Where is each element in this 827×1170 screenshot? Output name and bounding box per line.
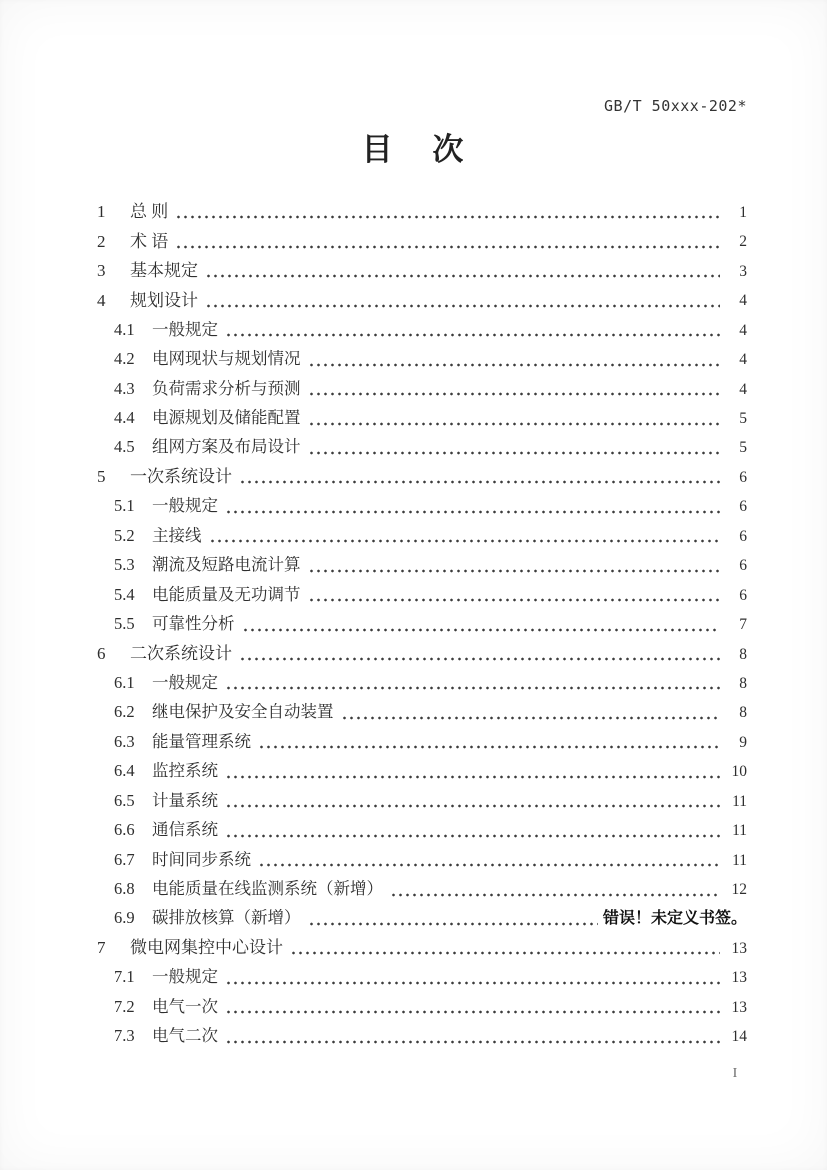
toc-leader-dots [205,267,720,279]
toc-entry-number: 7.3 [114,1026,135,1046]
toc-entry[interactable] [97,991,747,1020]
toc-entry[interactable] [97,520,747,549]
toc-leader-dots [175,208,720,220]
toc-leader-dots [175,238,720,250]
toc-entry[interactable] [97,696,747,725]
toc-entry-number: 5.5 [114,614,135,634]
toc-entry-number: 4.4 [114,408,135,427]
toc-entry[interactable] [97,490,747,519]
toc-entry[interactable] [97,844,747,873]
toc-entry[interactable] [97,814,747,843]
toc-leader-dots [308,915,598,927]
toc-entry-page: 14 [731,1028,747,1046]
toc-entry-title: 基本规定 [130,261,198,281]
toc-entry-title: 电能质量及无功调节 [152,584,301,604]
toc-leader-dots [242,621,721,633]
toc-entry-number: 7.1 [114,967,135,987]
toc-leader-dots [239,473,720,485]
toc-entry-title: 术 语 [130,231,169,251]
toc-entry-page: 6 [739,557,747,575]
toc-entry-number: 6.6 [114,820,135,840]
toc-entry-number: 2 [97,231,106,251]
toc-entry-page: 11 [732,851,747,869]
toc-leader-dots [209,532,721,544]
toc-entry-page: 2 [739,233,747,251]
toc-entry-title: 一般规定 [152,672,218,692]
toc-entry-number: 7 [97,938,106,958]
toc-entry-page: 5 [739,410,747,427]
toc-entry-page: 12 [731,881,747,898]
toc-entry[interactable] [97,1020,747,1049]
toc-entry[interactable] [97,343,747,372]
toc-entry-page: 6 [739,586,747,604]
toc-entry[interactable] [97,873,747,902]
toc-leader-dots [225,1003,720,1015]
toc-entry-title: 一次系统设计 [130,467,232,487]
toc-entry[interactable] [97,961,747,990]
toc-entry[interactable] [97,785,747,814]
toc-entry[interactable] [97,667,747,696]
toc-entry[interactable] [97,461,747,490]
toc-entry-page: 11 [732,822,747,840]
toc-entry-number: 4.3 [114,378,135,398]
toc-entry-number: 5.4 [114,584,135,604]
toc-entry-title: 规划设计 [130,290,198,310]
toc-leader-dots [308,591,721,603]
toc-entry-title: 潮流及短路电流计算 [152,555,301,575]
toc-entry-title: 微电网集控中心设计 [130,938,283,958]
toc-entry-page: 13 [731,939,747,957]
toc-entry[interactable] [97,579,747,608]
toc-leader-dots [225,679,720,691]
toc-entry-page: 6 [739,498,747,516]
toc-leader-dots [225,827,720,839]
toc-entry-number: 6.2 [114,702,135,722]
footer-page-number: I [732,1066,738,1081]
toc-entry-title: 电气一次 [152,996,218,1016]
toc-leader-dots [225,768,720,780]
toc-entry[interactable] [97,638,747,667]
toc-entry-page: 4 [739,321,747,339]
toc-leader-dots [341,709,721,721]
toc-entry[interactable] [97,726,747,755]
toc-entry-title: 电能质量在线监测系统（新增） [152,879,383,898]
toc-entry-page: 3 [739,262,747,280]
toc-entry-number: 5.1 [114,496,135,516]
toc-entry-title: 一般规定 [152,496,218,516]
toc-entry-number: 6.8 [114,879,135,898]
page-title: 目 次 [361,132,466,167]
toc-entry[interactable] [97,608,747,637]
toc-entry[interactable] [97,373,747,402]
toc-entry-title: 通信系统 [152,820,218,840]
toc-entry-title: 监控系统 [152,761,218,781]
toc-leader-dots [225,503,720,515]
toc-entry-title: 二次系统设计 [130,644,232,663]
toc-entry-page: 13 [731,969,747,987]
toc-entry-page: 5 [739,439,747,457]
toc-entry[interactable] [97,432,747,461]
toc-entry-title: 一般规定 [152,319,218,339]
toc-entry-page: 8 [739,674,747,692]
toc-entry-title: 组网方案及布局设计 [152,437,301,457]
toc-entry-page: 4 [739,292,747,310]
toc-entry-title: 负荷需求分析与预测 [152,378,301,398]
toc-entry-page: 6 [739,468,747,486]
toc-entry-title: 主接线 [152,525,202,545]
toc-entry-page: 错误！未定义书签。 [602,909,747,927]
toc-entry-page: 6 [739,527,747,545]
toc-entry-number: 5 [97,467,106,487]
toc-entry-number: 6.5 [114,790,135,810]
toc-entry-page: 7 [739,616,747,634]
toc-entry-number: 4.1 [114,319,135,339]
toc-entry[interactable] [97,549,747,578]
toc-leader-dots [258,738,720,750]
toc-entry[interactable] [97,225,747,254]
toc-entry-title: 电源规划及储能配置 [152,408,301,427]
toc-entry-page: 4 [739,351,747,369]
toc-entry-number: 6.7 [114,849,135,869]
toc-entry-title: 时间同步系统 [152,849,251,869]
toc-leader-dots [308,385,721,397]
toc-entry-number: 6.9 [114,908,135,928]
toc-entry-number: 6.1 [114,672,135,692]
toc-entry-number: 1 [97,202,106,222]
toc-entry[interactable] [97,196,747,225]
toc-entry-title: 能量管理系统 [152,731,251,751]
toc-leader-dots [308,356,721,368]
toc-entry-title: 碳排放核算（新增） [152,908,301,928]
toc-entry-number: 6 [97,644,106,663]
toc-entry[interactable] [97,932,747,961]
toc-entry-page: 8 [739,704,747,722]
toc-entry-number: 5.3 [114,555,135,575]
toc-entry-title: 可靠性分析 [152,614,235,634]
toc-entry-number: 5.2 [114,525,135,545]
toc-entry-page: 13 [731,998,747,1016]
toc-entry[interactable] [97,284,747,313]
toc-entry-number: 6.4 [114,761,135,781]
toc-entry-page: 9 [739,733,747,751]
toc-entry-title: 一般规定 [152,967,218,987]
toc-leader-dots [308,415,721,427]
toc-entry-page: 1 [739,203,747,221]
toc-leader-dots [258,856,720,868]
toc-entry[interactable] [97,314,747,343]
toc-entry-page: 10 [731,763,747,781]
table-of-contents [97,196,747,1050]
toc-entry-number: 4.5 [114,437,135,457]
toc-leader-dots [205,297,720,309]
toc-entry-number: 6.3 [114,731,135,751]
toc-entry-title: 电气二次 [152,1026,218,1046]
toc-entry[interactable] [97,255,747,284]
toc-entry-title: 计量系统 [152,790,218,810]
toc-entry[interactable] [97,903,747,932]
toc-entry-number: 4 [97,290,106,310]
toc-leader-dots [390,886,720,898]
standard-code-header: GB/T 50xxx-202* [604,97,747,115]
toc-leader-dots [239,650,720,662]
toc-entry-page: 11 [732,792,747,810]
toc-entry-page: 8 [739,645,747,663]
toc-entry[interactable] [97,755,747,784]
toc-leader-dots [225,1033,720,1045]
toc-leader-dots [308,562,721,574]
toc-entry-number: 3 [97,261,106,281]
toc-entry-title: 总 则 [130,202,169,222]
toc-entry-number: 4.2 [114,349,135,369]
toc-leader-dots [225,974,720,986]
toc-entry-page: 4 [739,380,747,398]
toc-entry[interactable] [97,402,747,431]
toc-entry-title: 电网现状与规划情况 [152,349,301,369]
toc-leader-dots [308,444,721,456]
toc-entry-title: 继电保护及安全自动装置 [152,702,334,722]
toc-leader-dots [225,326,720,338]
toc-entry-number: 7.2 [114,996,135,1016]
toc-leader-dots [290,944,720,956]
toc-leader-dots [225,797,720,809]
